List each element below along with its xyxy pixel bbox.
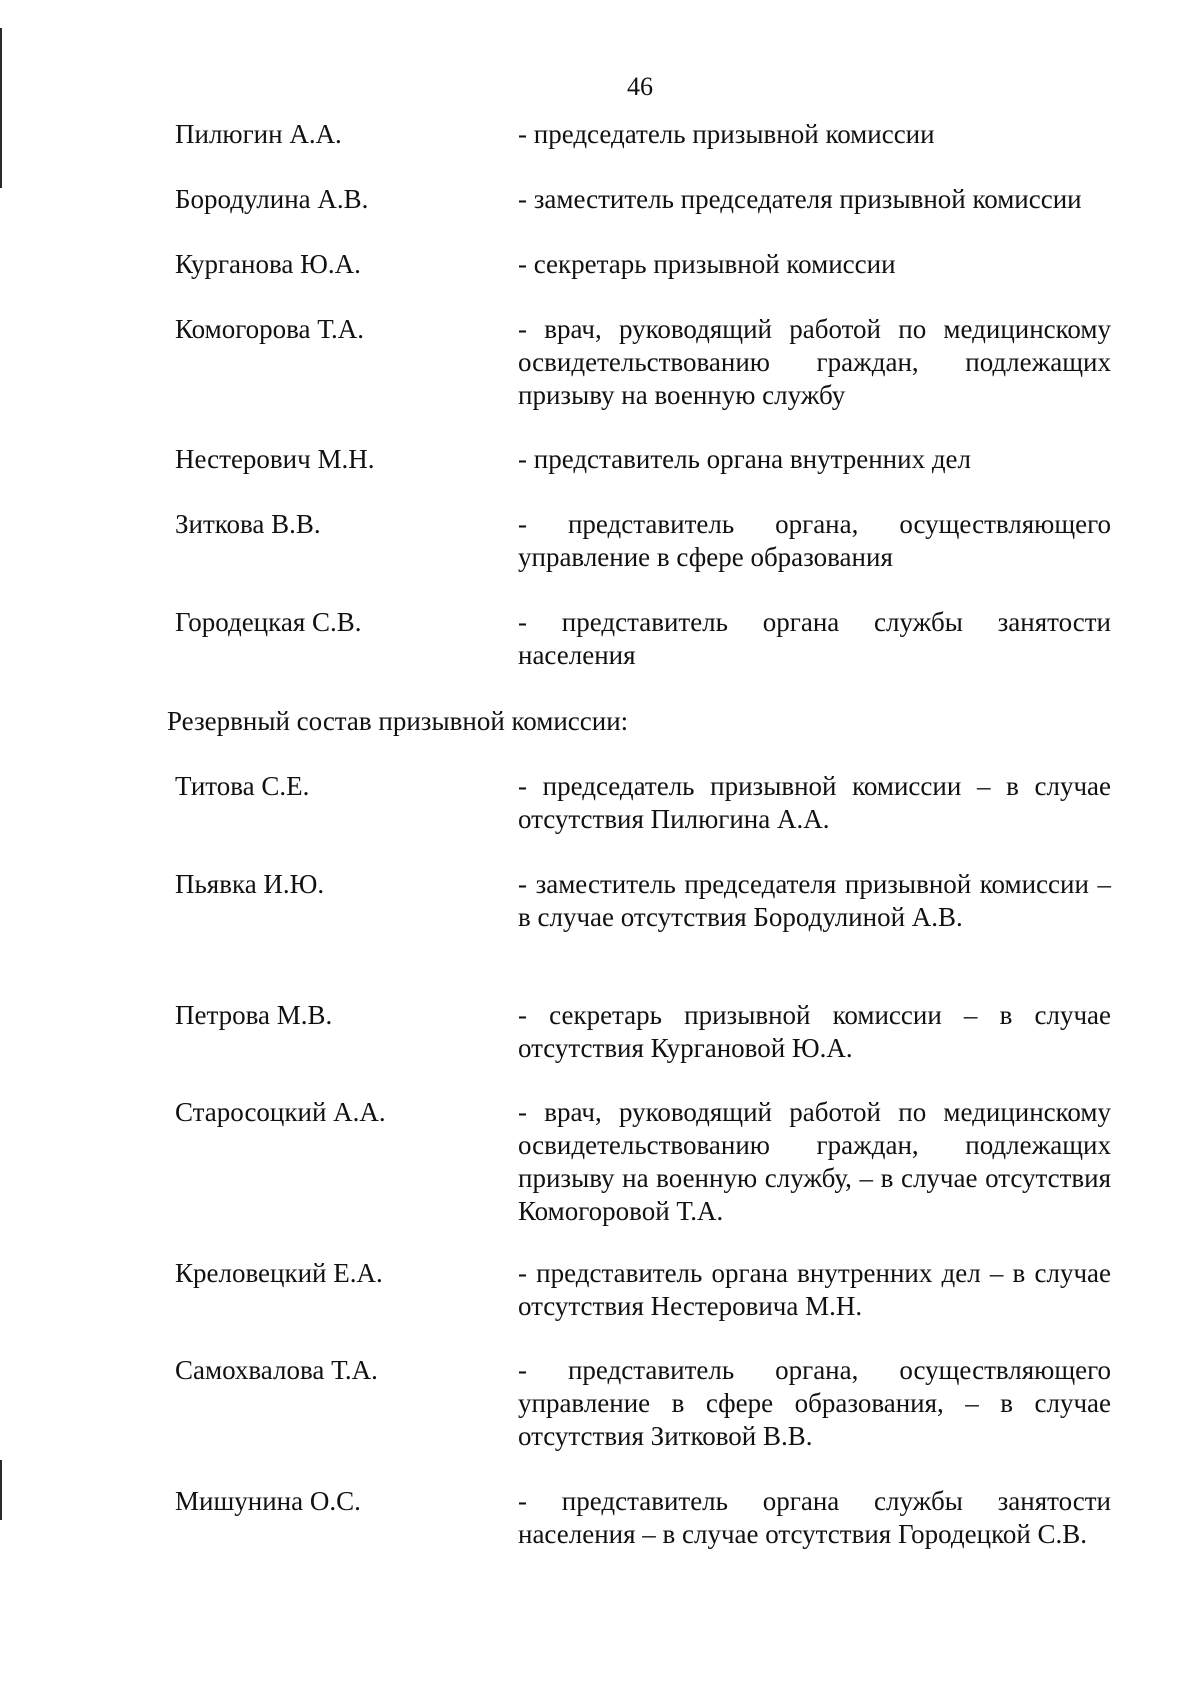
member-role: - представитель органа внутренних дел – в случае отсутствия Нестеровича М.Н.: [518, 1258, 1111, 1321]
member-role: - секретарь призывной комиссии: [518, 249, 896, 279]
member-name: Курганова Ю.А.: [175, 249, 361, 279]
member-name: Нестерович М.Н.: [175, 444, 375, 474]
member-role: - представитель органа, осуществляющего управление в сфере образования: [518, 509, 1111, 572]
left-edge-mark: [0, 28, 2, 188]
member-role: - представитель органа внутренних дел: [518, 444, 972, 474]
member-name: Старосоцкий А.А.: [175, 1097, 386, 1127]
member-name: Титова С.Е.: [175, 771, 310, 801]
member-name: Мишунина О.С.: [175, 1486, 361, 1516]
member-role: - заместитель председателя призывной комиссии: [518, 184, 1082, 214]
member-role: - секретарь призывной комиссии – в случае отсутствия Кургановой Ю.А.: [518, 1000, 1111, 1063]
left-edge-mark: [0, 1460, 2, 1520]
member-name: Городецкая С.В.: [175, 607, 362, 637]
member-role: - заместитель председателя призывной комиссии – в случае отсутствия Бородулиной А.В.: [518, 869, 1111, 932]
member-role: - председатель призывной комиссии: [518, 119, 935, 149]
member-role: - председатель призывной комиссии – в случае отсутствия Пилюгина А.А.: [518, 771, 1111, 834]
member-name: Пилюгин А.А.: [175, 119, 342, 149]
member-role: - врач, руководящий работой по медицинскому освидетельствованию граждан, подлежащих призыву на военную службу: [518, 314, 1111, 410]
member-name: Креловецкий Е.А.: [175, 1258, 383, 1288]
member-name: Зиткова В.В.: [175, 509, 321, 539]
member-role: - врач, руководящий работой по медицинскому освидетельствованию граждан, подлежащих призыву на военную службу, – в случае отсутствия Комогоровой Т.А.: [518, 1097, 1111, 1226]
page-number: 46: [627, 72, 653, 101]
member-name: Комогорова Т.А.: [175, 314, 365, 344]
member-role: - представитель органа, осуществляющего управление в сфере образования, – в случае отсутствия Зитковой В.В.: [518, 1355, 1111, 1451]
member-role: - представитель органа службы занятости населения – в случае отсутствия Городецкой С.В.: [518, 1486, 1111, 1549]
member-name: Петрова М.В.: [175, 1000, 333, 1030]
member-name: Бородулина А.В.: [175, 184, 369, 214]
member-name: Самохвалова Т.А.: [175, 1355, 378, 1385]
member-role: - представитель органа службы занятости населения: [518, 607, 1111, 670]
reserve-section-title: Резервный состав призывной комиссии:: [167, 706, 629, 736]
member-name: Пьявка И.Ю.: [175, 869, 325, 899]
